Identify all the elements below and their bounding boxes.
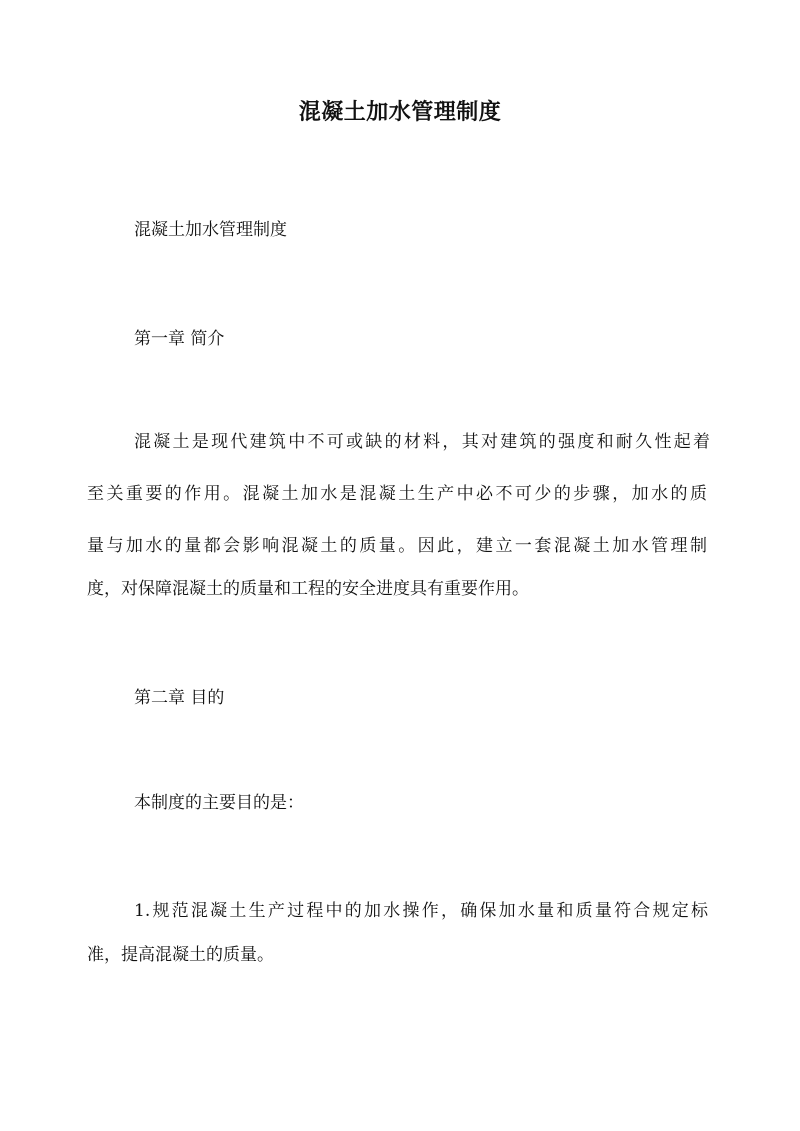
- chapter2-heading: 第二章 目的: [134, 688, 225, 708]
- chapter1-paragraph-line-2: 至关重要的作用。混凝土加水是混凝土生产中必不可少的步骤，加水的质: [87, 484, 707, 504]
- chapter2-intro: 本制度的主要目的是：: [134, 793, 304, 813]
- chapter1-heading: 第一章 简介: [134, 329, 225, 349]
- document-subtitle: 混凝土加水管理制度: [134, 220, 287, 240]
- chapter1-paragraph-line-1: 混凝土是现代建筑中不可或缺的材料，其对建筑的强度和耐久性起着: [134, 432, 710, 452]
- document-title: 混凝土加水管理制度: [298, 99, 502, 125]
- chapter1-paragraph-line-3: 量与加水的量都会影响混凝土的质量。因此，建立一套混凝土加水管理制: [87, 536, 707, 556]
- chapter1-paragraph-line-4: 度，对保障混凝土的质量和工程的安全进度具有重要作用。: [87, 579, 529, 599]
- chapter2-item1-line-1: 1.规范混凝土生产过程中的加水操作，确保加水量和质量符合规定标: [134, 901, 708, 921]
- chapter2-item1-line-2: 准，提高混凝土的质量。: [87, 945, 274, 965]
